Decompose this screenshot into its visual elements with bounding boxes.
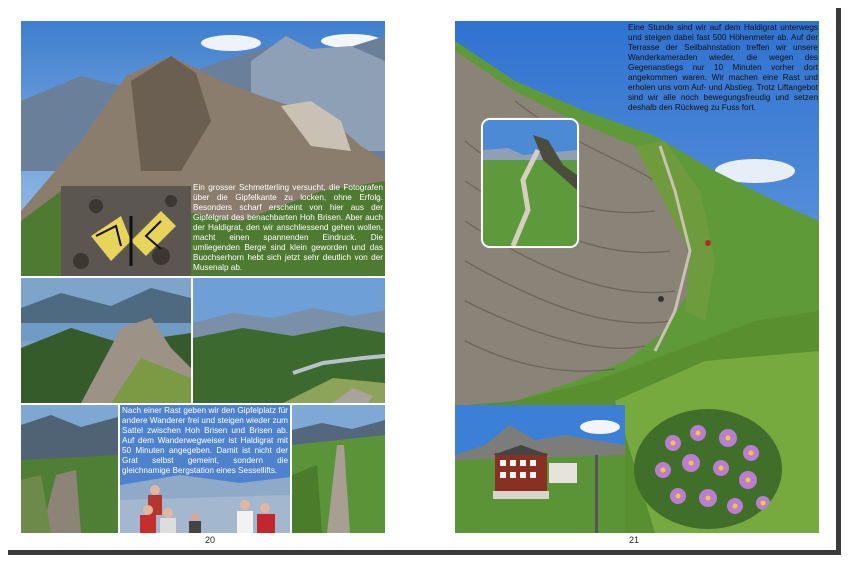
ridge-path-inset-photo [481, 118, 579, 248]
alpine-aster-flowers [633, 408, 783, 530]
photo-book-spread [3, 3, 836, 550]
caption-haldigrat: Eine Stunde sind wir auf dem Haldigrat unterwegs und steigen dabei fast 500 Höhenmeter ab. Auf der Terrasse der Seilbahnstation treffen wir unsere Wanderkameraden wieder, die wegen des Gegenanstiegs nur 10 Minuten vorher dort angekommen waren. Wir machen eine Rast und erholen uns vom Auf- und Abstieg. Trotz Liftangebot sind wir alle noch bewegungsfreudig und setzen deshalb den Rückweg zu Fuss fort. [628, 23, 818, 112]
left-page [3, 3, 419, 550]
caption-rest: Nach einer Rast geben wir den Gipfelplatz für andere Wanderer frei und steigen wieder zum Sattel zwischen Hoh Brisen und Brisen ab. Auf dem Wanderwegweiser ist Haldigrat mit 50 Minuten angegeben. Damit ist nicht der Grat selbst gemeint, sondern die gleichnamige Bergstation eines Sessellifts. [122, 406, 288, 475]
narrow-trail-photo [292, 405, 385, 533]
ridge-trail-photo [21, 405, 118, 533]
page-number: 20 [205, 535, 216, 545]
right-page [423, 3, 836, 550]
page-number: 21 [629, 535, 640, 545]
caption-butterfly: Ein grosser Schmetterling versucht, die Fotografen über die Gipfelkante zu locken, ohne Erfolg. Besonders scharf erscheint von hier aus der Gipfelgrat des benachbarten Hoh Brisen. Aber auch der Haldigrat, den wir anschliessend gehen wollen, macht einen spannenden Eindruck. Die umliegenden Berge sind klein geworden und das Buochserhorn hebt sich jetzt sehr deutlich von der Musenalp ab. [193, 183, 383, 272]
valley-lake-photo [21, 278, 191, 403]
mountain-station-photo [455, 405, 625, 533]
alpine-panorama-photo [193, 278, 385, 403]
